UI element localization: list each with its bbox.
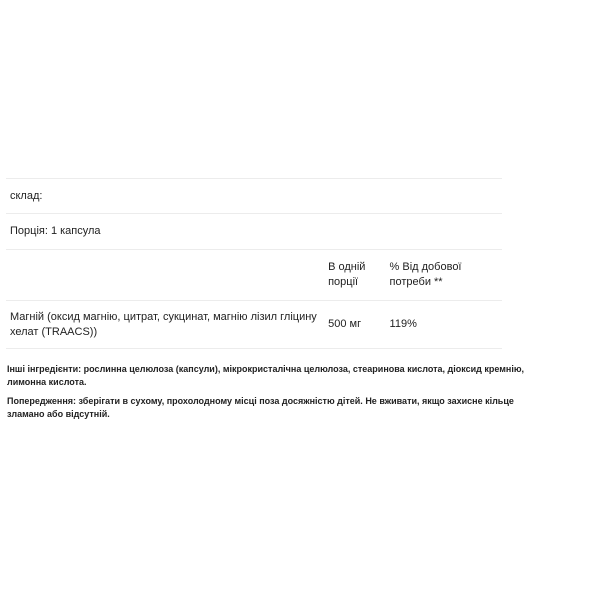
table-row	[6, 301, 502, 349]
header-name-cell	[6, 250, 324, 301]
ingredient-name: Магній (оксид магнію, цитрат, сукцинат, магнію лізил гліцину хелат (TRAACS))	[6, 301, 324, 349]
warning-text: Попередження: зберігати в сухому, прохолодному місці поза досяжністю дітей. Не вживати, якщо захисне кільце зламано або відсутній.	[7, 396, 514, 419]
serving-row	[6, 214, 502, 250]
header-daily-value: % Від добової потреби **	[386, 250, 502, 301]
ingredient-amount: 500 мг	[324, 301, 385, 349]
table-title-row	[6, 179, 502, 214]
serving-size: Порція: 1 капсула	[6, 214, 502, 250]
other-ingredients-text: Інші інгредієнти: рослинна целюлоза (капсули), мікрокристалічна целюлоза, стеаринова кислота, діоксид кремнію, лимонна кислота.	[7, 364, 525, 387]
composition-title: склад:	[6, 179, 502, 214]
supplement-facts-table	[6, 178, 502, 349]
header-amount: В одній порції	[324, 250, 385, 301]
table-header-row	[6, 250, 502, 301]
ingredient-daily-value: 119%	[386, 301, 502, 349]
